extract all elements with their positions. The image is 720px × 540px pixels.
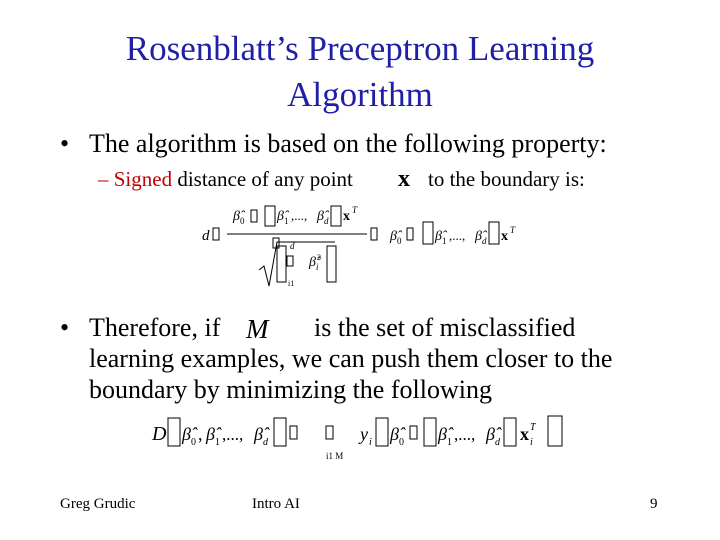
svg-text:,: , xyxy=(198,424,203,444)
svg-text:x: x xyxy=(343,209,350,224)
svg-text:d: d xyxy=(263,437,268,448)
bullet-1 xyxy=(60,128,700,160)
svg-text:β̂: β̂ xyxy=(233,209,240,224)
svg-text:d: d xyxy=(202,228,210,244)
bullet-2-line-2: learning examples, we can push them closer to the xyxy=(89,344,613,373)
distance-formula xyxy=(195,198,535,290)
svg-text:β̂: β̂ xyxy=(309,255,316,270)
svg-text:β̂: β̂ xyxy=(486,424,495,444)
slide-title xyxy=(40,26,680,118)
svg-text:i1 M: i1 M xyxy=(326,451,344,461)
svg-text:i: i xyxy=(530,437,533,448)
bullet-2-line-1a: Therefore, if xyxy=(89,313,221,342)
svg-text:1: 1 xyxy=(284,216,289,226)
svg-text:d: d xyxy=(290,241,295,251)
svg-text:d: d xyxy=(324,216,329,226)
footer-author: Greg Grudic xyxy=(60,496,136,512)
title-line-1: Rosenblatt’s Preceptron Learning xyxy=(125,29,595,68)
svg-text:1: 1 xyxy=(442,236,447,246)
svg-text:β̂: β̂ xyxy=(438,424,447,444)
svg-text:1: 1 xyxy=(447,437,452,448)
sub-bullet-dash: – xyxy=(98,167,109,191)
svg-text:β̂: β̂ xyxy=(390,424,399,444)
svg-text:T: T xyxy=(352,205,358,215)
bullet-marker: • xyxy=(60,313,70,342)
svg-text:x: x xyxy=(520,424,529,444)
svg-text:T: T xyxy=(510,225,516,235)
svg-text:β̂: β̂ xyxy=(435,229,442,244)
svg-text:0: 0 xyxy=(397,236,402,246)
svg-text:d: d xyxy=(495,437,500,448)
svg-text:β̂: β̂ xyxy=(475,229,482,244)
footer-page-number: 9 xyxy=(650,496,658,512)
svg-text:i: i xyxy=(369,437,372,448)
bullet-2-line-3: boundary by minimizing the following xyxy=(89,375,492,404)
svg-text:β̂: β̂ xyxy=(182,424,191,444)
svg-text:D: D xyxy=(152,423,167,445)
sub-bullet-1 xyxy=(98,166,585,192)
bullet-2-line-1b: is the set of misclassified xyxy=(314,313,576,342)
title-line-2: Algorithm xyxy=(287,75,433,114)
bullet-1-text: The algorithm is based on the following property: xyxy=(89,129,607,158)
footer-course: Intro AI xyxy=(252,496,300,512)
sub-bullet-rest: to the boundary is: xyxy=(428,167,585,191)
svg-text:2: 2 xyxy=(317,253,321,262)
svg-text:1: 1 xyxy=(215,437,220,448)
bullet-2 xyxy=(60,312,700,408)
svg-text:β̂: β̂ xyxy=(254,424,263,444)
svg-text:0: 0 xyxy=(191,437,196,448)
svg-text:,...,: ,..., xyxy=(222,425,244,444)
svg-text:β̂: β̂ xyxy=(206,424,215,444)
svg-text:0: 0 xyxy=(240,216,245,226)
svg-text:,...,: ,..., xyxy=(291,208,308,223)
svg-text:i: i xyxy=(316,262,319,272)
svg-text:β̂: β̂ xyxy=(277,209,284,224)
sub-bullet-text: distance of any point xyxy=(172,167,353,191)
svg-text:T: T xyxy=(530,422,536,433)
svg-text:β̂: β̂ xyxy=(317,209,324,224)
vector-x-symbol: x xyxy=(398,166,410,192)
svg-text:0: 0 xyxy=(399,437,404,448)
svg-text:,...,: ,..., xyxy=(454,425,476,444)
svg-text:,...,: ,..., xyxy=(449,228,466,243)
svg-text:β̂: β̂ xyxy=(390,229,397,244)
svg-text:d: d xyxy=(482,236,487,246)
svg-text:x: x xyxy=(501,229,508,244)
objective-formula xyxy=(148,410,568,466)
set-m-symbol: M xyxy=(246,314,269,344)
svg-text:i1: i1 xyxy=(288,279,295,288)
svg-text:y: y xyxy=(360,424,368,444)
signed-word: Signed xyxy=(113,167,173,191)
bullet-marker: • xyxy=(60,129,70,158)
